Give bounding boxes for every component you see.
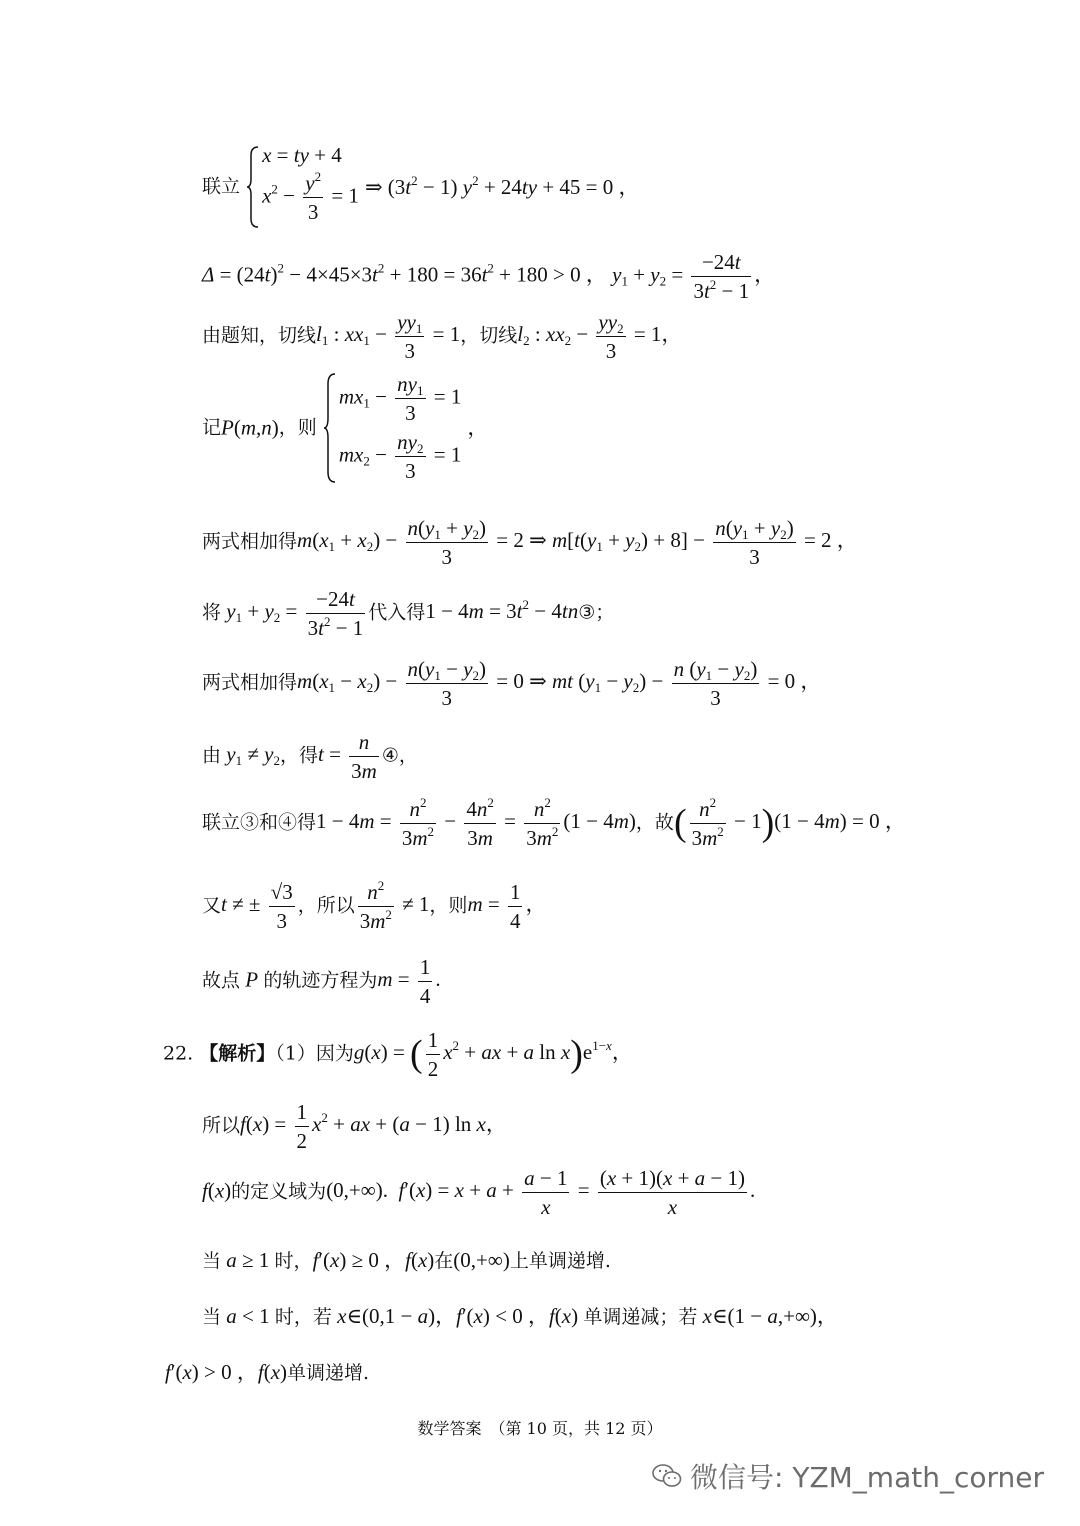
text-dingyiyu: 的定义域为 <box>231 1180 327 1203</box>
equation-system-p: $mx_1$ − $\frac{ny_1}{3}$ = 1 $mx_2$ − $\frac{ny_2}{3}$ = 1 <box>323 372 462 484</box>
page-footer: 数学答案 （第 10 页，共 12 页） <box>417 1419 663 1438</box>
text-part1: （1）因为 <box>275 1042 354 1065</box>
text-dang1: 当 <box>202 1250 222 1272</box>
difference-line: 两式相加得$m(x_1 - x_2)$ − $\frac{n(y_1 - y_2)}{3}$ = 0 ⇒ mt $(y_1 - y_2)$ − $\frac{n (y_1 - y_2)}{3}$ = 0 ， <box>202 657 822 711</box>
tangent-line: 由题知，切线$l_1$ : $xx_1$ − $\frac{yy_1}{3}$ = 1，切线$l_2$ : $xx_2$ − $\frac{yy_2}{3}$ = 1， <box>202 310 683 364</box>
domain-line: f(x)的定义域为(0,+∞). f′(x) = x + a + $\frac{a - 1}{x}$ = $\frac{(x + 1)(x + a - 1)}{x}$ . <box>202 1166 756 1220</box>
text-lianli34: 联立③和④得 <box>202 811 317 834</box>
text-zai: 在 <box>434 1250 454 1272</box>
text-dairude: 代入得 <box>368 601 426 624</box>
text-shi2: 时，若 <box>274 1306 332 1328</box>
text-you: 由 <box>202 744 222 767</box>
text-guiji: 的轨迹方程为 <box>263 969 378 992</box>
text-liangshi-1: 两式相加得 <box>202 530 298 553</box>
watermark-text: 微信号: YZM_math_corner <box>690 1461 1044 1494</box>
t-line: 由 $y_1 \ne y_2$，得t = $\frac{n}{3m}$ ④， <box>202 730 418 784</box>
text-guidian: 故点 <box>202 969 241 992</box>
text-liangshi-2: 两式相加得 <box>202 671 298 694</box>
discriminant-line: $\Delta = (24t)^2 - 4\times 45\times 3t^2 + 180 = 36t^2 + 180 > 0$ ， $y_1 + y_2$ = $\frac{-24t}{3t^2 - 1}$ ， <box>202 250 776 304</box>
locus-line: 故点 P 的轨迹方程为m = $\frac{1}{4}$ . <box>202 955 441 1009</box>
text-circ3: ③； <box>578 601 615 624</box>
text-gu: ，故 <box>635 811 674 834</box>
text-you2: 又 <box>202 894 222 917</box>
watermark <box>652 1456 1044 1496</box>
text-qiexian2: ，切线 <box>460 324 518 347</box>
text-ze: ，则 <box>278 416 317 439</box>
text-dang2: 当 <box>202 1306 222 1328</box>
case-a-ge-1-line: 当 a ≥ 1 时，f′(x) ≥ 0 ，f(x)在(0,+∞)上单调递增. <box>202 1248 611 1272</box>
text-shangdandi: 上单调递增. <box>509 1250 611 1272</box>
point-p-line: 记P(m,n)，则 $mx_1$ − $\frac{ny_1}{3}$ = 1 $mx_2$ − $\frac{ny_2}{3}$ = 1 ， <box>202 372 489 484</box>
brace-icon <box>246 145 260 229</box>
restriction-line: 又t ≠ ± $\frac{√3}{3}$ ，所以 $\frac{n^2}{3m^2}$ ≠ 1，则m = $\frac{1}{4}$ ， <box>202 878 547 934</box>
question-22-line: 22. 【解析】（1）因为g(x) = ( $\frac{1}{2}$ $x^2$ + ax + a $\ln x)e^{1-x}$， <box>163 1028 633 1082</box>
combine-line: 联立③和④得1 − 4m = $\frac{n^2}{3m^2}$ − $\frac{4n^2}{3m}$ = $\frac{n^2}{3m^2}$ (1 − 4m)，故( $\frac{n^2}{3m^2}$ − 1)(1 − 4m) = 0 ， <box>202 795 906 851</box>
brace-icon <box>323 372 337 484</box>
text-suoyi: ，所以 <box>297 894 355 917</box>
text-jiang: 将 <box>202 601 222 624</box>
text-shi1: 时， <box>274 1250 313 1272</box>
f-definition-line: 所以f(x) = $\frac{1}{2}$ $x^2$ + ax + (a − 1) ln x， <box>202 1100 507 1154</box>
system-equation-line: 联立 x = ty + 4 $x^2$ − $\frac{y^2}{3}$ = 1 ⇒ $(3t^2 - 1) y^2 + 24ty + 45 = 0$ ， <box>202 145 640 229</box>
text-ze2: ，则 <box>429 894 468 917</box>
equation-system: x = ty + 4 $x^2$ − $\frac{y^2}{3}$ = 1 <box>246 145 359 229</box>
text-lianli: 联立 <box>202 175 241 198</box>
text-ji: 记 <box>202 416 222 439</box>
text-jiexi: 【解析】 <box>199 1042 276 1065</box>
text-de: ，得 <box>279 744 318 767</box>
wechat-icon <box>652 1463 682 1489</box>
substitute-line: 将 $y_1 + y_2$ = $\frac{-24t}{3t^2 - 1}$ 代入得$1 - 4m = 3t^2$ − 4tn③； <box>202 587 615 641</box>
text-suoyi2: 所以 <box>202 1114 241 1137</box>
increasing-line: f′(x) > 0 ，f(x)单调递增. <box>165 1360 370 1384</box>
sum-line: 两式相加得$m(x_1 + x_2)$ − $\frac{n(y_1 + y_2)}{3}$ = 2 ⇒ $m[t(y_1 + y_2) + 8]$ − $\frac{n(y_1 + y_2)}{3}$ = 2 ， <box>202 516 858 570</box>
text-dandizeng: 单调递增. <box>287 1362 370 1384</box>
case-a-lt-1-line: 当 a < 1 时，若 x∈(0,1 − a)，f′(x) < 0 ，f(x) 单调递减；若 x∈(1 − a,+∞)， <box>202 1304 838 1328</box>
question-number: 22. <box>163 1042 194 1065</box>
text-circ4: ④， <box>381 744 418 767</box>
text-dandijian: 单调递减；若 <box>583 1306 698 1328</box>
text-youtizhi: 由题知，切线 <box>202 324 317 347</box>
